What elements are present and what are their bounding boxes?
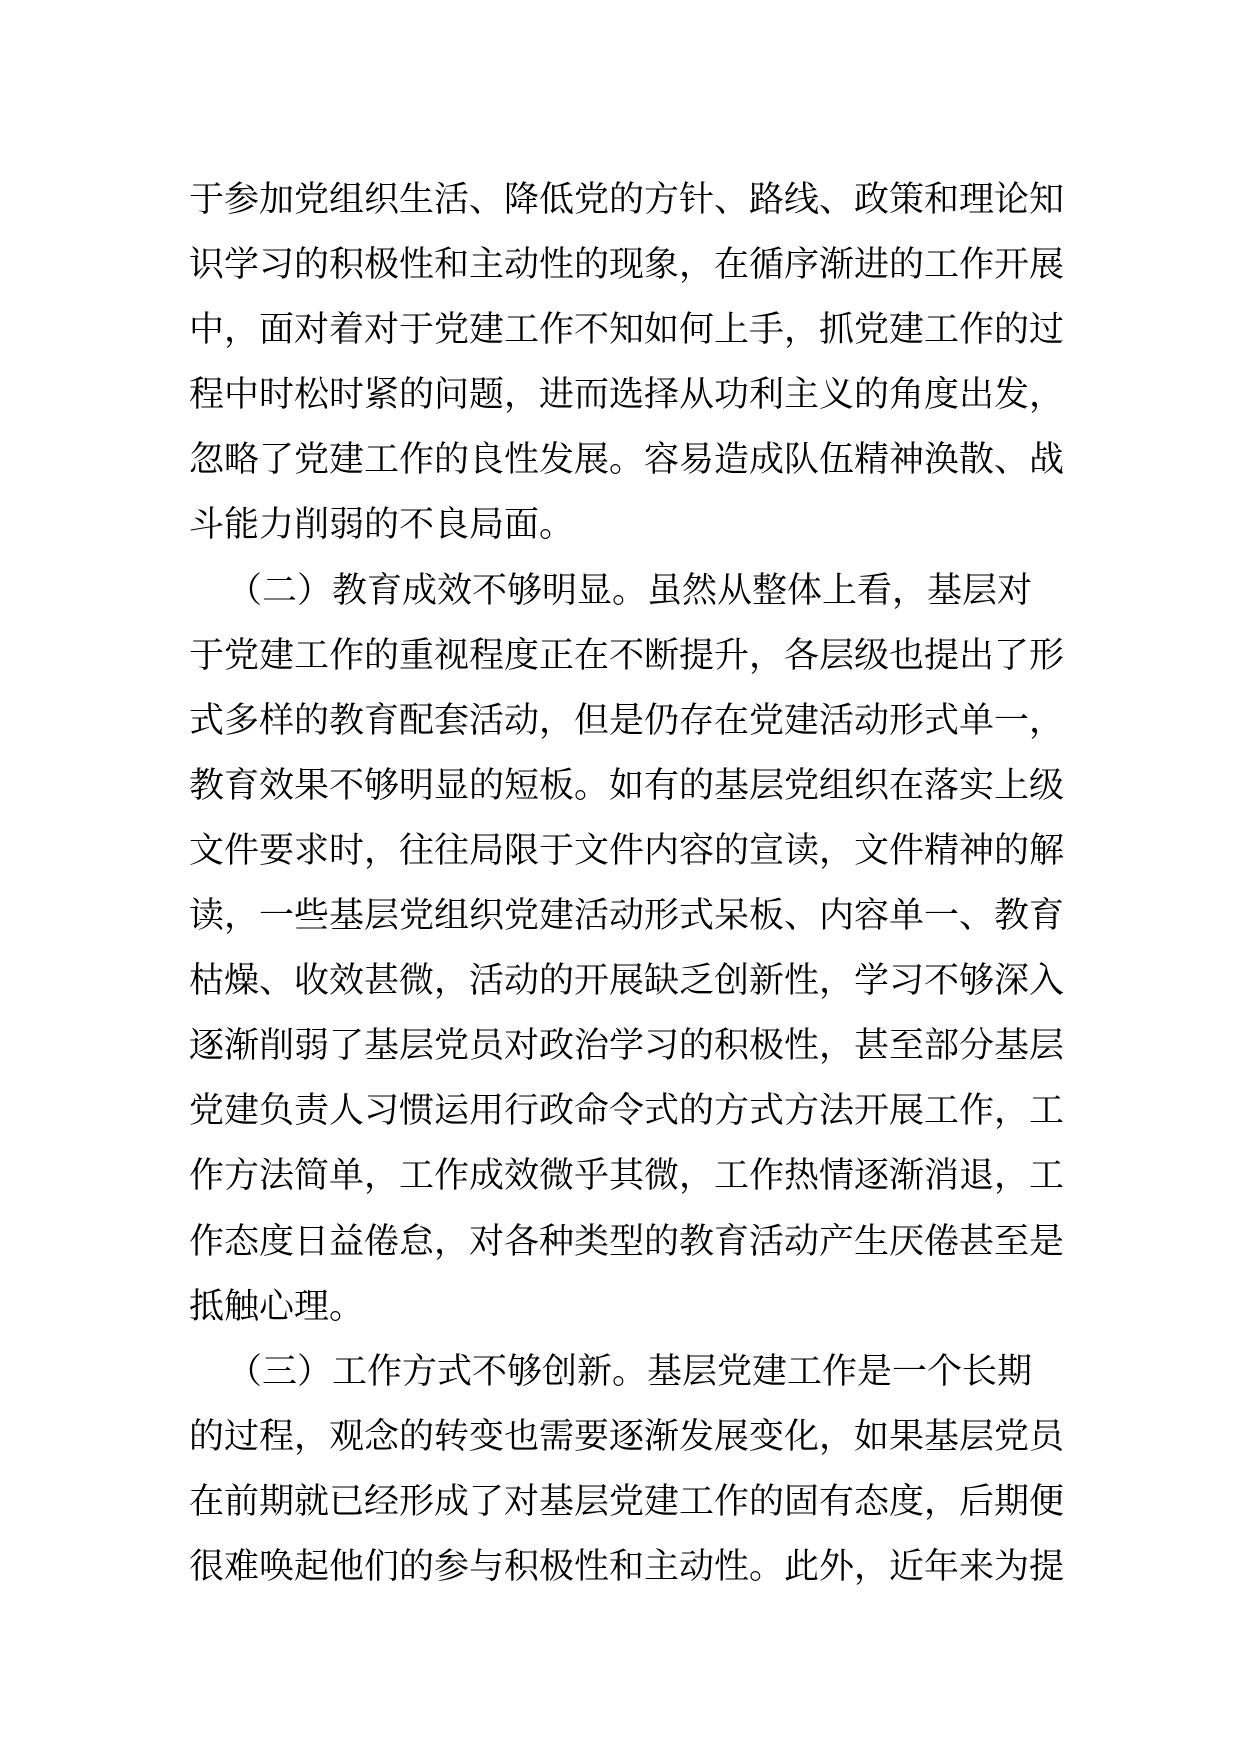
text-line: 在前期就已经形成了对基层党建工作的固有态度，后期便	[189, 1481, 1065, 1522]
document-body	[189, 168, 1065, 1600]
text-line: 逐渐削弱了基层党员对政治学习的积极性，甚至部分基层	[189, 1026, 1065, 1067]
text-line: 很难唤起他们的参与积极性和主动性。此外，近年来为提	[189, 1546, 1065, 1587]
text-line: （三）工作方式不够创新。基层党建工作是一个长期	[227, 1351, 1033, 1392]
text-line: （二）教育成效不够明显。虽然从整体上看，基层对	[227, 570, 1033, 611]
text-line: 的过程，观念的转变也需要逐渐发展变化，如果基层党员	[189, 1416, 1065, 1457]
text-line: 抵触心理。	[189, 1286, 365, 1327]
text-line: 式多样的教育配套活动，但是仍存在党建活动形式单一，	[189, 700, 1065, 741]
text-line: 于参加党组织生活、降低党的方针、路线、政策和理论知	[189, 180, 1065, 220]
text-line: 教育效果不够明显的短板。如有的基层党组织在落实上级	[189, 765, 1065, 806]
text-line: 作态度日益倦怠，对各种类型的教育活动产生厌倦甚至是	[189, 1221, 1065, 1262]
text-line: 枯燥、收效甚微，活动的开展缺乏创新性，学习不够深入	[189, 961, 1065, 1002]
text-line: 文件要求时，往往局限于文件内容的宣读，文件精神的解	[189, 830, 1065, 871]
text-line: 中，面对着对于党建工作不知如何上手，抓党建工作的过	[189, 310, 1065, 351]
text-line: 作方法简单，工作成效微乎其微，工作热情逐渐消退，工	[189, 1156, 1065, 1197]
text-line: 忽略了党建工作的良性发展。容易造成队伍精神涣散、战	[189, 440, 1065, 481]
text-line: 程中时松时紧的问题，进而选择从功利主义的角度出发，	[189, 375, 1065, 416]
text-line: 读，一些基层党组织党建活动形式呆板、内容单一、教育	[189, 896, 1065, 937]
text-line: 于党建工作的重视程度正在不断提升，各层级也提出了形	[189, 635, 1065, 676]
text-line: 党建负责人习惯运用行政命令式的方式方法开展工作，工	[189, 1091, 1065, 1132]
text-line: 识学习的积极性和主动性的现象，在循序渐进的工作开展	[189, 245, 1065, 286]
text-line: 斗能力削弱的不良局面。	[189, 505, 575, 546]
